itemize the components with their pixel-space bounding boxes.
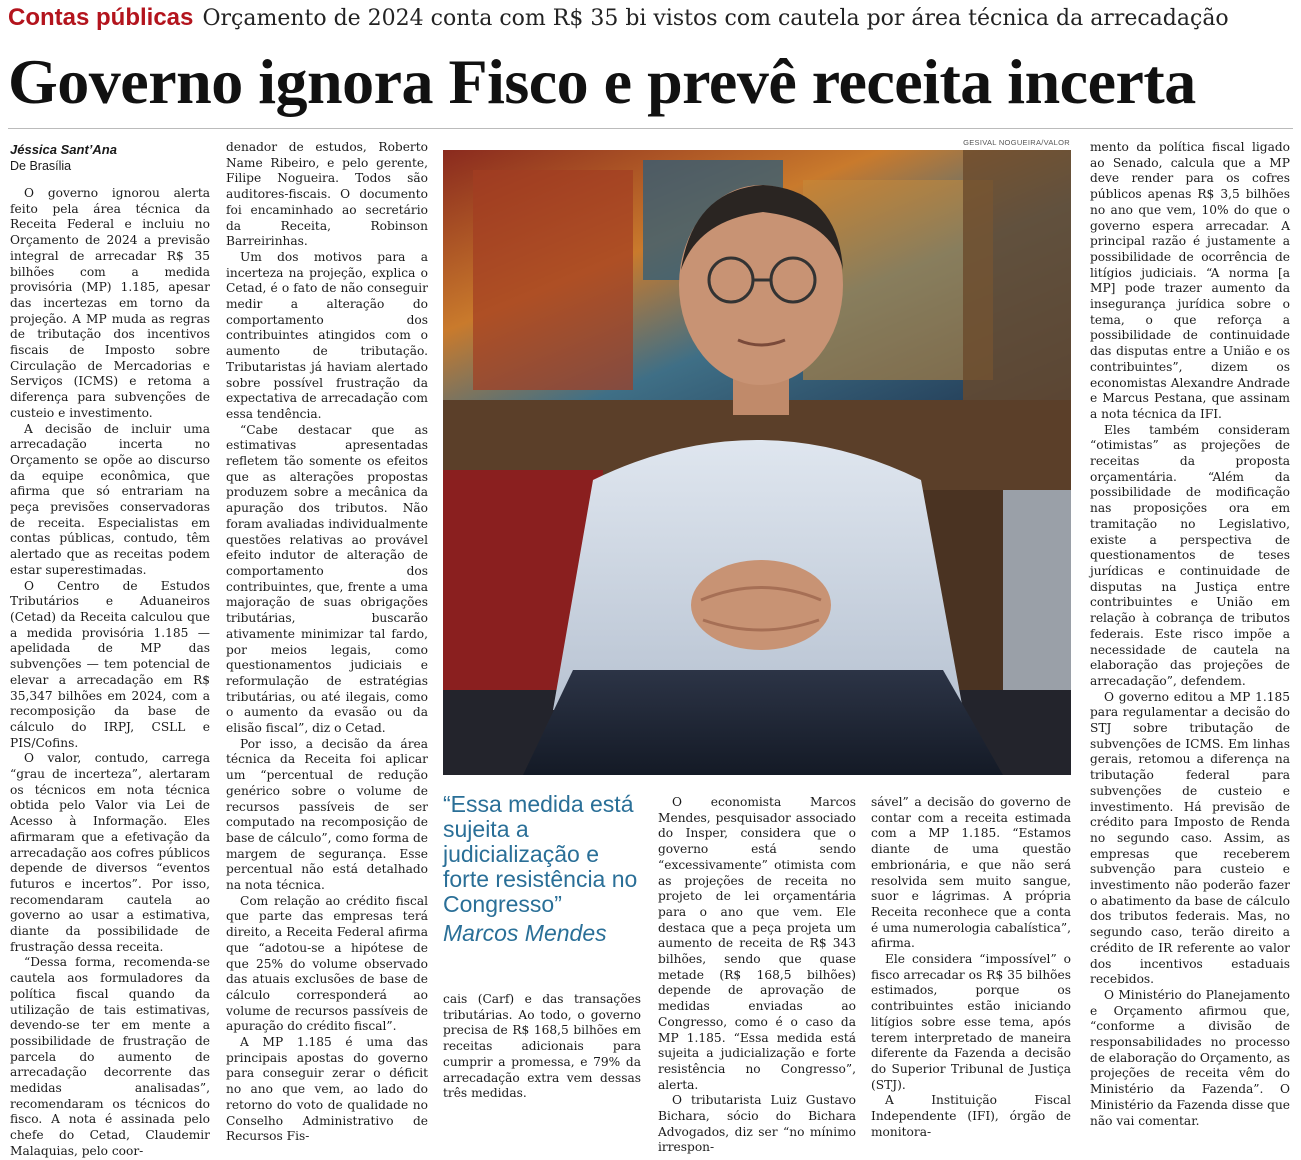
section-label: Contas públicas: [8, 4, 194, 31]
paragraph: “Cabe destacar que as estimativas apresentadas refletem tão somente os efeitos que as alterações propostas produzem sobre a mecânica da apuração dos tributos. Não foram avaliadas individualmente questões relativas ao provável efeito indutor de alteração de comportamento dos contribuintes, que, frente a uma majoração de suas obrigações tributárias, buscarão ativamente minimizar tal fardo, por meios legais, como questionamentos judiciais e reformulação de estratégias tributárias, ou até ilegais, como o aumento da evasão ou da elisão fiscal”, diz o Cetad.: [226, 422, 428, 736]
paragraph: sável” a decisão do governo de contar com a receita estimada com a MP 1.185. “Estamos diante de uma questão embrionária, e que não será resolvida sem muito sangue, suor e lágrimas. A própria Receita reconhece que a conta é uma numerologia cabalística”, afirma.: [871, 795, 1071, 951]
byline-place: De Brasília: [10, 159, 72, 173]
top-rule: [8, 128, 1293, 129]
pull-quote: [443, 792, 643, 947]
paragraph: Por isso, a decisão da área técnica da Receita foi aplicar um “percentual de redução genérico sobre o volume de recursos passíveis de ser computado na recomposição de base de cálculo”, como forma de margem de segurança. Esse percentual não está detalhado na nota técnica.: [226, 736, 428, 893]
article-column-1: [10, 142, 210, 1158]
paragraph: O tributarista Luiz Gustavo Bichara, sócio do Bichara Advogados, diz ser “no mínimo irrespon-: [658, 1093, 856, 1155]
paragraph: O governo editou a MP 1.185 para regulamentar a decisão do STJ sobre tributação de subvenções de ICMS. Em linhas gerais, retomou a diferença na tributação federal para subvenções de custeio e investimento. Há previsão de crédito para Imposto de Renda no segundo caso. Assim, as empresas que receberem subvenção para custeio e investimento não poderão fazer o abatimento da base de cálculo dos tributos federais. Mas, no segundo caso, terão direito a crédito de IR referente ao valor dos incentivos estaduais recebidos.: [1090, 689, 1290, 987]
paragraph: A decisão de incluir uma arrecadação incerta no Orçamento se opõe ao discurso da equipe econômica, que afirma que só entrariam na peça previsões conservadoras de receita. Especialistas em contas públicas, contudo, têm alertado que as receitas podem estar superestimadas.: [10, 421, 210, 577]
portrait-illustration: [443, 150, 1071, 775]
paragraph: Com relação ao crédito fiscal que parte das empresas terá direito, a Receita Federal afirma que “adotou-se a hipótese de que 25% do volume observado das atuais exclusões de base de cálculo corresponderá ao volume de recursos passíveis de apuração do crédito fiscal”.: [226, 893, 428, 1034]
paragraph: cais (Carf) e das transações tributárias. Ao todo, o governo precisa de R$ 168,5 bilhões em receitas adicionais para cumprir a promessa, e 79% da arrecadação extra vem dessas três medidas.: [443, 992, 641, 1101]
byline: [10, 142, 210, 174]
article-column-3: [658, 795, 856, 1155]
paragraph: “Dessa forma, recomenda-se cautela aos formuladores da política fiscal quando da utilização de tais estimativas, devendo-se ter em mente a possibilidade de frustração de parcela do aumento de arrecadação decorrente das medidas analisadas”, recomendaram os técnicos do fisco. A nota é assinada pelo chefe do Cetad, Claudemir Malaquias, pelo coor-: [10, 955, 210, 1158]
article-column-2: [226, 140, 428, 1144]
paragraph: O Centro de Estudos Tributários e Aduaneiros (Cetad) da Receita calculou que a medida provisória 1.185 — apelidada de MP das subvenções — tem potencial de elevar a arrecadação em R$ 35,347 bilhões em 2024, com a recomposição da base de cálculo do IRPJ, CSLL e PIS/Cofins.: [10, 578, 210, 750]
headline: Governo ignora Fisco e prevê receita incerta: [8, 46, 1196, 117]
article-column-continuation: [443, 992, 641, 1103]
pull-quote-attribution: Marcos Mendes: [443, 920, 607, 946]
byline-author: Jéssica Sant’Ana: [10, 142, 117, 157]
paragraph: A MP 1.185 é uma das principais apostas do governo para conseguir zerar o déficit no ano que vem, ao lado do retorno do voto de qualidade no Conselho Administrativo de Recursos Fis-: [226, 1035, 428, 1144]
paragraph: Um dos motivos para a incerteza na projeção, explica o Cetad, é o fato de não conseguir medir a alteração do comportamento dos contribuintes atingidos com o aumento de tributação. Tributaristas já haviam alertado sobre possível frustração da expectativa de arrecadação com essa tendência.: [226, 249, 428, 421]
deck-subheadline: Orçamento de 2024 conta com R$ 35 bi vistos com cautela por área técnica da arrecadação: [202, 6, 1229, 31]
paragraph: denador de estudos, Roberto Name Ribeiro, e pelo gerente, Filipe Nogueira. Todos são auditores-fiscais. O documento foi encaminhado ao secretário da Receita, Robinson Barreirinhas.: [226, 140, 428, 249]
paragraph: O valor, contudo, carrega “grau de incerteza”, alertaram os técnicos em nota técnica obtida pelo Valor via Lei de Acesso à Informação. Eles afirmaram que a efetivação da arrecadação aos cofres públicos depende de diversos “eventos futuros e incertos”. Por isso, recomendaram cautela ao governo ao usar a estimativa, diante da possibilidade de frustração dessa receita.: [10, 751, 210, 954]
kicker: [8, 4, 1298, 40]
paragraph: A Instituição Fiscal Independente (IFI), órgão de monitora-: [871, 1093, 1071, 1139]
photo-credit: GESIVAL NOGUEIRA/VALOR: [963, 138, 1070, 147]
portrait-photo: [443, 150, 1071, 775]
paragraph: O Ministério do Planejamento e Orçamento afirmou que, “conforme a divisão de responsabilidades no processo de elaboração do Orçamento, as projeções de receita vêm do Ministério da Fazenda”. O Ministério da Fazenda disse que não vai comentar.: [1090, 987, 1290, 1128]
article-column-5: [1090, 140, 1290, 1128]
paragraph: O economista Marcos Mendes, pesquisador associado do Insper, considera que o governo está sendo “excessivamente” otimista com as projeções de receita no projeto de lei orçamentária para o ano que vem. Ele destaca que a peça projeta um aumento de receita de R$ 343 bilhões, sendo que quase metade (R$ 168,5 bilhões) depende de aprovação de medidas enviadas ao Congresso, como é o caso da MP 1.185. “Essa medida está sujeita a judicialização e forte resistência no Congresso”, alerta.: [658, 795, 856, 1092]
paragraph: O governo ignorou alerta feito pela área técnica da Receita Federal e incluiu no Orçamento de 2024 a previsão integral de arrecadar R$ 35 bilhões com a medida provisória (MP) 1.185, apesar das incertezas em torno da projeção. A MP muda as regras de tributação dos incentivos fiscais de Imposto sobre Circulação de Mercadorias e Serviços (ICMS) e retoma a diferença para subvenções de custeio e investimento.: [10, 186, 210, 420]
pull-quote-text: “Essa medida está sujeita a judicialização e forte resistência no Congresso”: [443, 791, 638, 917]
paragraph: Eles também consideram “otimistas” as projeções de receitas da proposta orçamentária. “Além da possibilidade de modificação nas proposições ora em tramitação no Legislativo, existe a perspectiva de questionamentos de teses jurídicas e continuidade de disputas na Justiça entre contribuintes e União em relação à cobrança de tributos federais. Este risco impõe a necessidade de cautela na elaboração das projeções de arrecadação”, defendem.: [1090, 422, 1290, 688]
article-column-4: [871, 795, 1071, 1139]
paragraph: Ele considera “impossível” o fisco arrecadar os R$ 35 bilhões estimados, porque os contribuintes estão iniciando litígios sobre esse tema, após terem interpretado de maneira diferente da Fazenda a decisão do Superior Tribunal de Justiça (STJ).: [871, 952, 1071, 1092]
paragraph: mento da política fiscal ligado ao Senado, calcula que a MP deve render para os cofres públicos apenas R$ 3,5 bilhões no ano que vem, 10% do que o governo espera arrecadar. A principal razão é justamente a possibilidade de ocorrência de litígios judiciais. “A norma [a MP] pode trazer aumento da insegurança jurídica sobre o tema, o que reforça a possibilidade de continuidade das disputas entre a União e os contribuintes”, dizem os economistas Alexandre Andrade e Marcus Pestana, que assinam a nota técnica da IFI.: [1090, 140, 1290, 421]
